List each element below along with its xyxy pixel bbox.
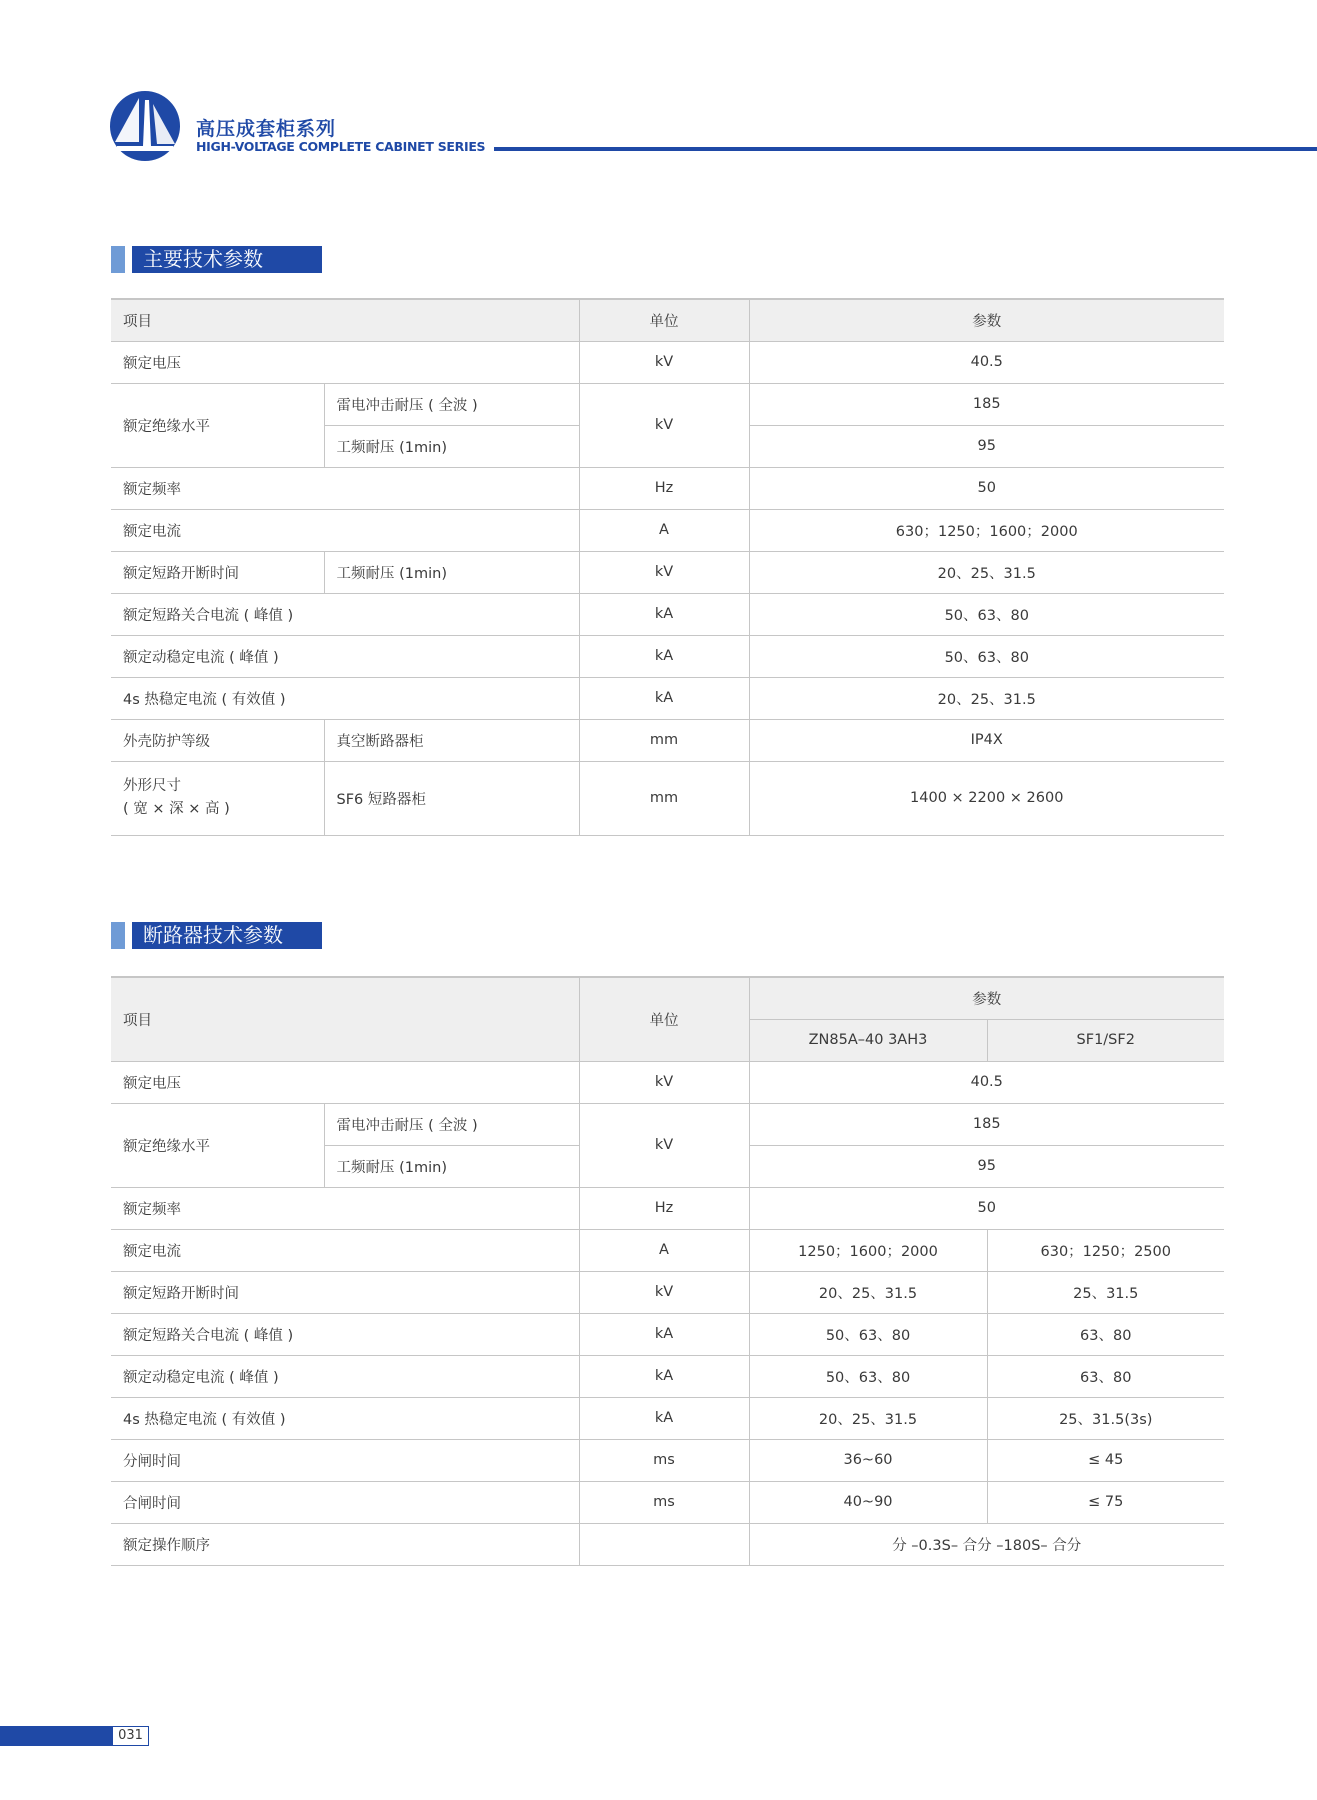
row-value: 185 <box>749 1103 1224 1145</box>
row-item: 额定短路关合电流 ( 峰值 ) <box>111 593 579 635</box>
row-unit: kV <box>579 341 749 383</box>
row-unit: kV <box>579 551 749 593</box>
section-title: 断路器技术参数 <box>132 922 322 949</box>
row-item: 额定绝缘水平 <box>111 383 324 467</box>
row-value-a: 1250；1600；2000 <box>749 1229 987 1271</box>
row-unit: kA <box>579 1355 749 1397</box>
row-value-b: 63、80 <box>987 1355 1224 1397</box>
table-row <box>111 341 1224 383</box>
row-item: 额定电流 <box>111 509 579 551</box>
row-unit: kA <box>579 1397 749 1439</box>
row-unit: mm <box>579 761 749 835</box>
row-value: 50 <box>749 1187 1224 1229</box>
row-value: 20、25、31.5 <box>749 677 1224 719</box>
row-unit: ms <box>579 1439 749 1481</box>
row-value: 20、25、31.5 <box>749 551 1224 593</box>
row-value-a: 40~90 <box>749 1481 987 1523</box>
main-params-table <box>111 298 1224 836</box>
row-value-a: 50、63、80 <box>749 1313 987 1355</box>
row-item: 4s 热稳定电流 ( 有效值 ) <box>111 1397 579 1439</box>
row-value: 1400 × 2200 × 2600 <box>749 761 1224 835</box>
row-unit: kA <box>579 677 749 719</box>
row-item: 外壳防护等级 <box>111 719 324 761</box>
table-row <box>111 677 1224 719</box>
table-row <box>111 1103 1224 1145</box>
section-marker <box>111 922 125 949</box>
row-item: 额定频率 <box>111 1187 579 1229</box>
row-sub: 工频耐压 (1min) <box>324 1145 579 1187</box>
row-value: 630；1250；1600；2000 <box>749 509 1224 551</box>
row-item: 额定动稳定电流 ( 峰值 ) <box>111 635 579 677</box>
row-value-b: 25、31.5(3s) <box>987 1397 1224 1439</box>
row-value: 分 –0.3S– 合分 –180S– 合分 <box>749 1523 1224 1565</box>
row-item: 额定电流 <box>111 1229 579 1271</box>
page-number: 031 <box>112 1726 149 1746</box>
row-unit: A <box>579 1229 749 1271</box>
row-value-b: 63、80 <box>987 1313 1224 1355</box>
row-value-b: 630；1250；2500 <box>987 1229 1224 1271</box>
row-unit: kV <box>579 1061 749 1103</box>
row-unit: Hz <box>579 467 749 509</box>
table-row <box>111 1061 1224 1103</box>
row-item-line2: ( 宽 × 深 × 高 ) <box>123 801 230 817</box>
row-unit: kA <box>579 1313 749 1355</box>
breaker-params-table <box>111 976 1224 1566</box>
row-value: 50、63、80 <box>749 635 1224 677</box>
row-unit: kV <box>579 383 749 467</box>
row-unit: mm <box>579 719 749 761</box>
row-unit: Hz <box>579 1187 749 1229</box>
table-row <box>111 719 1224 761</box>
row-item: 合闸时间 <box>111 1481 579 1523</box>
row-value: 40.5 <box>749 341 1224 383</box>
row-item: 额定操作顺序 <box>111 1523 579 1565</box>
header-col-b: SF1/SF2 <box>987 1019 1224 1061</box>
table-row <box>111 383 1224 425</box>
header-rule <box>494 147 1317 151</box>
row-sub: 工频耐压 (1min) <box>324 551 579 593</box>
row-sub: 雷电冲击耐压 ( 全波 ) <box>324 1103 579 1145</box>
row-unit <box>579 1523 749 1565</box>
row-value: 185 <box>749 383 1224 425</box>
row-item: 额定短路开断时间 <box>111 1271 579 1313</box>
row-item: 额定绝缘水平 <box>111 1103 324 1187</box>
header-param: 参数 <box>749 977 1224 1019</box>
row-unit: A <box>579 509 749 551</box>
row-value-a: 36~60 <box>749 1439 987 1481</box>
row-value-b: ≤ 75 <box>987 1481 1224 1523</box>
row-value: 95 <box>749 1145 1224 1187</box>
row-item: 额定短路关合电流 ( 峰值 ) <box>111 1313 579 1355</box>
brand-title-en: HIGH-VOLTAGE COMPLETE CABINET SERIES <box>196 139 486 154</box>
row-sub: 真空断路器柜 <box>324 719 579 761</box>
footer-bar <box>0 1726 112 1746</box>
brand-title-cn: 高压成套柜系列 <box>196 118 337 140</box>
table-row <box>111 635 1224 677</box>
row-sub: SF6 短路器柜 <box>324 761 579 835</box>
row-sub: 雷电冲击耐压 ( 全波 ) <box>324 383 579 425</box>
row-value: 40.5 <box>749 1061 1224 1103</box>
row-unit: kV <box>579 1271 749 1313</box>
row-sub: 工频耐压 (1min) <box>324 425 579 467</box>
header-unit: 单位 <box>579 977 749 1061</box>
header-col-a: ZN85A–40 3AH3 <box>749 1019 987 1061</box>
table-row <box>111 761 1224 835</box>
row-unit: kA <box>579 635 749 677</box>
row-item: 4s 热稳定电流 ( 有效值 ) <box>111 677 579 719</box>
row-item: 额定短路开断时间 <box>111 551 324 593</box>
row-value-a: 20、25、31.5 <box>749 1397 987 1439</box>
table-row <box>111 1439 1224 1481</box>
section-marker <box>111 246 125 273</box>
row-item: 额定动稳定电流 ( 峰值 ) <box>111 1355 579 1397</box>
table-row <box>111 1355 1224 1397</box>
row-item: 额定电压 <box>111 1061 579 1103</box>
row-value: 50、63、80 <box>749 593 1224 635</box>
table-header-row <box>111 299 1224 341</box>
row-item: 分闸时间 <box>111 1439 579 1481</box>
row-unit: ms <box>579 1481 749 1523</box>
table-row <box>111 1523 1224 1565</box>
company-logo-icon <box>109 90 181 162</box>
header-param: 参数 <box>749 299 1224 341</box>
table-row <box>111 1187 1224 1229</box>
table-row <box>111 1229 1224 1271</box>
header-item: 项目 <box>111 299 579 341</box>
table-row <box>111 509 1224 551</box>
row-value: 50 <box>749 467 1224 509</box>
table-row <box>111 1397 1224 1439</box>
section-heading-breaker-params <box>111 922 322 949</box>
header-item: 项目 <box>111 977 579 1061</box>
row-unit: kA <box>579 593 749 635</box>
table-row <box>111 551 1224 593</box>
table-header-row <box>111 977 1224 1019</box>
table-row <box>111 467 1224 509</box>
row-item-line1: 外形尺寸 <box>123 778 181 794</box>
row-value: IP4X <box>749 719 1224 761</box>
table-row <box>111 1271 1224 1313</box>
row-item: 额定频率 <box>111 467 579 509</box>
table-row <box>111 593 1224 635</box>
row-value-b: 25、31.5 <box>987 1271 1224 1313</box>
table-row <box>111 1313 1224 1355</box>
row-value-a: 50、63、80 <box>749 1355 987 1397</box>
row-item: 额定电压 <box>111 341 579 383</box>
section-heading-main-params <box>111 246 322 273</box>
row-value-a: 20、25、31.5 <box>749 1271 987 1313</box>
table-row <box>111 1481 1224 1523</box>
row-item <box>111 761 324 835</box>
row-unit: kV <box>579 1103 749 1187</box>
section-title: 主要技术参数 <box>132 246 322 273</box>
header-unit: 单位 <box>579 299 749 341</box>
row-value: 95 <box>749 425 1224 467</box>
row-value-b: ≤ 45 <box>987 1439 1224 1481</box>
